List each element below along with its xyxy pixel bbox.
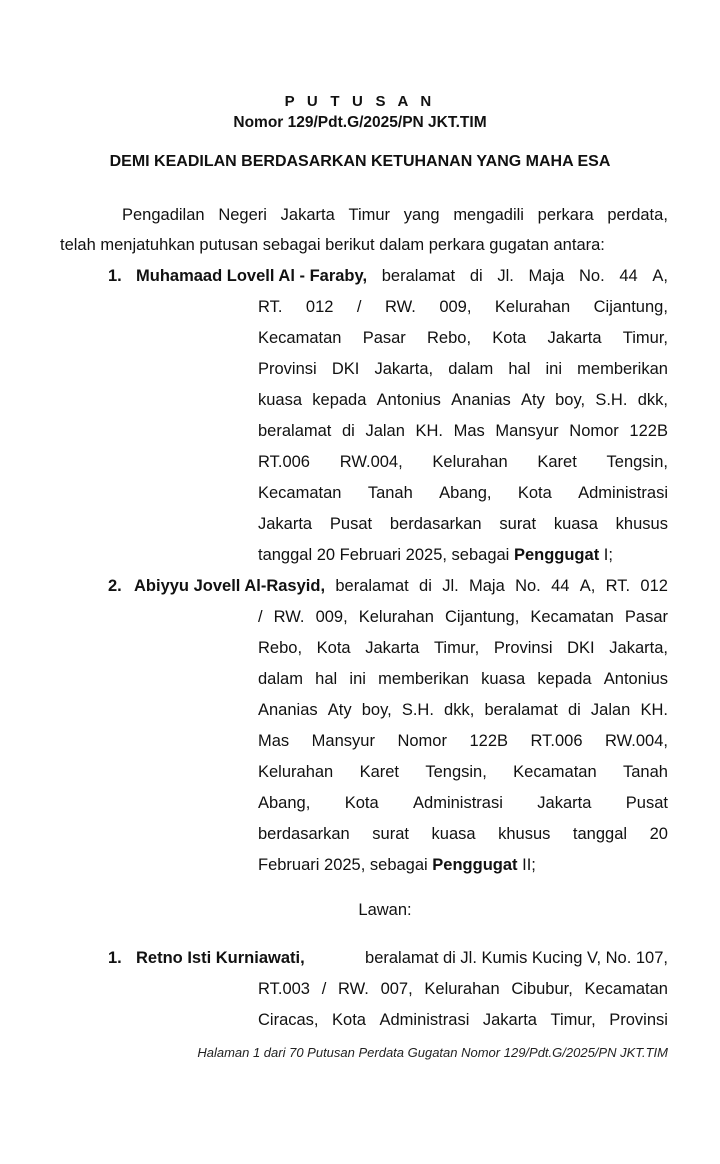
plaintiff-2-line: / RW. 009, Kelurahan Cijantung, Kecamatan Pasar — [258, 608, 668, 626]
intro-line-2: telah menjatuhkan putusan sebagai berikut dalam perkara gugatan antara: — [60, 236, 605, 254]
plaintiff-2-line: Abang, Kota Administrasi Jakarta Pusat — [258, 794, 668, 812]
plaintiff-1-line: Jakarta Pusat berdasarkan surat kuasa khusus — [258, 515, 668, 533]
plaintiff-1-last-line: tanggal 20 Februari 2025, sebagai Penggugat I; — [258, 546, 613, 564]
document-title: P U T U S A N — [284, 93, 436, 110]
plaintiff-1-line: beralamat di Jalan KH. Mas Mansyur Nomor 122B — [258, 422, 668, 440]
plaintiff-2-number: 2. — [108, 577, 122, 595]
plaintiff-1-number: 1. — [108, 267, 122, 285]
page-footer: Halaman 1 dari 70 Putusan Perdata Gugatan Nomor 129/Pdt.G/2025/PN JKT.TIM — [197, 1045, 668, 1060]
defendant-1-number: 1. — [108, 949, 122, 967]
plaintiff-1-line: RT.006 RW.004, Kelurahan Karet Tengsin, — [258, 453, 668, 471]
plaintiff-1-role: Penggugat — [513, 546, 600, 564]
plaintiff-2-role: Penggugat — [432, 856, 518, 874]
plaintiff-2-name: Abiyyu Jovell Al-Rasyid, — [134, 577, 326, 595]
plaintiff-2-line: dalam hal ini memberikan kuasa kepada Antonius — [258, 670, 668, 688]
versus-label: Lawan: — [358, 901, 412, 919]
invocation-heading: DEMI KEADILAN BERDASARKAN KETUHANAN YANG MAHA ESA — [109, 153, 611, 170]
plaintiff-2-line: berdasarkan surat kuasa khusus tanggal 20 — [258, 825, 668, 843]
plaintiff-2-line: Mas Mansyur Nomor 122B RT.006 RW.004, — [258, 732, 668, 750]
defendant-1-name: Retno Isti Kurniawati, — [136, 949, 305, 967]
intro-line-1: Pengadilan Negeri Jakarta Timur yang mengadili perkara perdata, — [122, 206, 668, 224]
plaintiff-2-last-line: Februari 2025, sebagai Penggugat II; — [258, 856, 536, 874]
plaintiff-1-line: Provinsi DKI Jakarta, dalam hal ini memberikan — [258, 360, 668, 378]
plaintiff-2-line: Kelurahan Karet Tengsin, Kecamatan Tanah — [258, 763, 668, 781]
case-number: Nomor 129/Pdt.G/2025/PN JKT.TIM — [233, 114, 487, 131]
plaintiff-1-first-line: Muhamaad Lovell Al - Faraby, beralamat di Jl. Maja No. 44 A, — [136, 267, 668, 285]
defendant-1-line: RT.003 / RW. 007, Kelurahan Cibubur, Kecamatan — [258, 980, 668, 998]
plaintiff-1-line: Kecamatan Tanah Abang, Kota Administrasi — [258, 484, 668, 502]
plaintiff-1-line: Kecamatan Pasar Rebo, Kota Jakarta Timur, — [258, 329, 668, 347]
plaintiff-1-line: RT. 012 / RW. 009, Kelurahan Cijantung, — [258, 298, 668, 316]
defendant-1-address-start: beralamat di Jl. Kumis Kucing V, No. 107, — [365, 949, 668, 967]
plaintiff-2-line: Ananias Aty boy, S.H. dkk, beralamat di Jalan KH. — [258, 701, 668, 719]
plaintiff-1-name: Muhamaad Lovell Al - Faraby, — [136, 267, 368, 285]
defendant-1-line: Ciracas, Kota Administrasi Jakarta Timur, Provinsi — [258, 1011, 668, 1029]
plaintiff-1-line: kuasa kepada Antonius Ananias Aty boy, S.H. dkk, — [258, 391, 668, 409]
plaintiff-2-line: Rebo, Kota Jakarta Timur, Provinsi DKI Jakarta, — [258, 639, 668, 657]
plaintiff-2-first-line: Abiyyu Jovell Al-Rasyid, beralamat di Jl. Maja No. 44 A, RT. 012 — [134, 577, 668, 595]
defendant-1-first-line — [136, 948, 668, 968]
